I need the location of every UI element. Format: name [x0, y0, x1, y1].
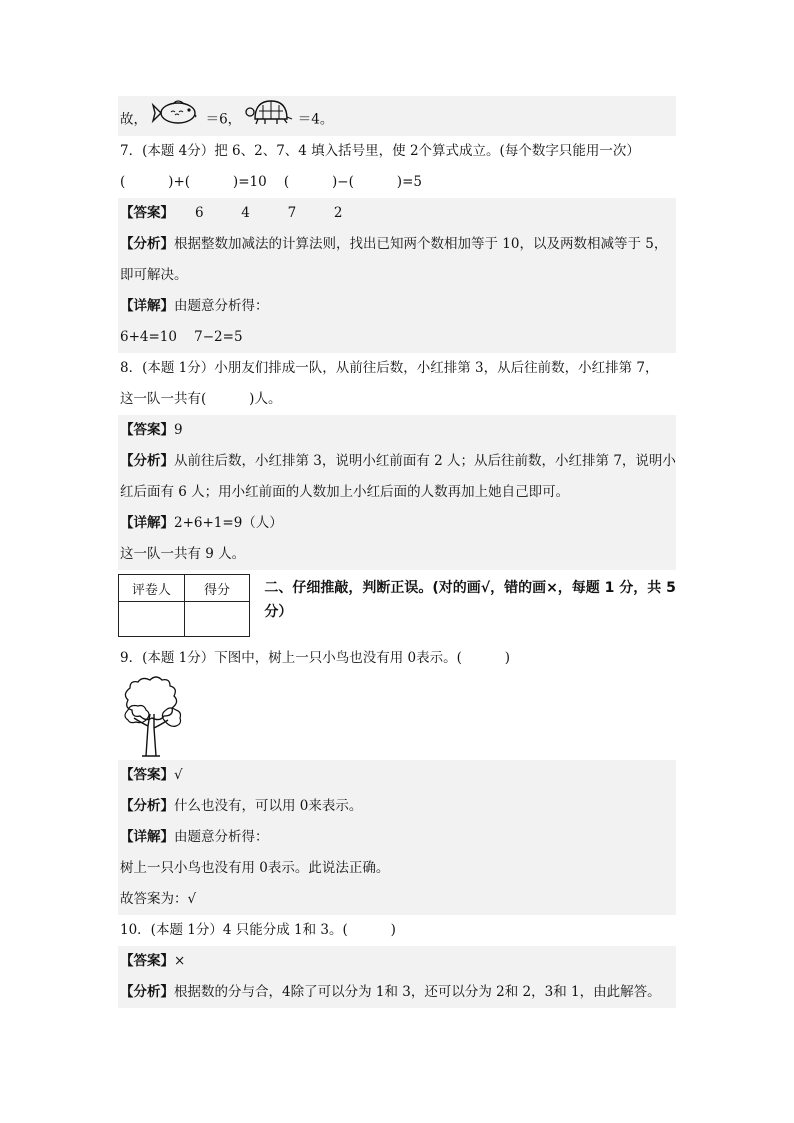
q7-analysis — [118, 229, 676, 291]
document-page — [118, 96, 676, 1008]
answer-value: 2 — [333, 205, 343, 221]
q8-detail-line: 这一队一共有 9 人。 — [120, 546, 246, 562]
q9-detail-line: 树上一只小鸟也没有用 0表示。此说法正确。 — [120, 860, 390, 876]
q9-solution — [118, 760, 676, 915]
grader-header: 评卷人 — [119, 575, 185, 602]
q7-question: 7．(本题 4分）把 6、2、7、4 填入括号里，使 2个算式成立。(每个数字只能用一次） — [120, 143, 640, 159]
answer-text: × — [174, 953, 186, 969]
q9-question: 9．(本题 1分）下图中，树上一只小鸟也没有用 0表示。( ) — [120, 650, 511, 666]
section-title: 二、仔细推敲，判断正误。(对的画√，错的画×，每题 1 分，共 5 分） — [264, 580, 676, 620]
q10-solution — [118, 946, 676, 1008]
q8-answer — [118, 415, 676, 446]
fish-value: ＝6， — [205, 111, 242, 128]
answer-value: 4 — [241, 205, 250, 221]
detail-label: 【详解】 — [120, 829, 174, 845]
q9-detail — [118, 822, 676, 853]
analysis-text: 什么也没有，可以用 0来表示。 — [174, 798, 363, 814]
analysis-text: 根据整数加减法的计算法则，找出已知两个数相加等于 10，以及两数相减等于 5，即可解决。 — [120, 236, 668, 283]
tree-icon — [120, 674, 184, 758]
q8-solution — [118, 415, 676, 570]
score-header: 得分 — [184, 575, 250, 602]
answer-value: 7 — [287, 205, 297, 221]
q8-detail — [118, 508, 676, 539]
q7-answer — [118, 198, 676, 229]
answer-text: 9 — [174, 422, 183, 438]
q10-answer — [118, 946, 676, 977]
q7-detail — [118, 291, 676, 322]
tree-figure — [118, 674, 676, 760]
carryover-prefix: 故， — [120, 111, 147, 128]
q7-equations: ( )+( )=10 ( )−( )=5 — [120, 174, 422, 190]
detail-text: 2+6+1=9（人） — [174, 515, 283, 531]
q7-solution — [118, 198, 676, 353]
analysis-text: 从前往后数，小红排第 3，说明小红前面有 2 人；从后往前数，小红排第 7，说明小红后面有 6 人；用小红前面的人数加上小红后面的人数再加上她自己即可。 — [120, 453, 676, 500]
section-2-header — [118, 574, 676, 637]
analysis-label: 【分析】 — [120, 453, 174, 469]
q9-answer — [118, 760, 676, 791]
q8-question-2: 这一队一共有( )人。 — [120, 391, 282, 407]
turtle-value: ＝4。 — [297, 111, 334, 128]
q10-question: 10．(本题 1分）4 只能分成 1和 3。( ) — [120, 922, 396, 938]
q8-analysis — [118, 446, 676, 508]
detail-text: 由题意分析得： — [174, 298, 269, 314]
answer-label: 【答案】 — [120, 767, 174, 783]
answer-value: 6 — [195, 205, 204, 221]
carryover-line — [118, 96, 676, 136]
score-table — [118, 574, 250, 637]
grader-cell — [119, 602, 185, 637]
detail-label: 【详解】 — [120, 515, 174, 531]
answer-label: 【答案】 — [120, 953, 174, 969]
q7-detail-line: 6+4=10 7−2=5 — [120, 329, 243, 345]
analysis-text: 根据数的分与合，4除了可以分为 1和 3，还可以分为 2和 2，3和 1，由此解答。 — [174, 984, 661, 1000]
q7-answer-values — [178, 205, 359, 221]
q10-analysis — [118, 977, 676, 1008]
detail-label: 【详解】 — [120, 298, 174, 314]
analysis-label: 【分析】 — [120, 984, 174, 1000]
detail-text: 由题意分析得： — [174, 829, 269, 845]
answer-text: √ — [174, 767, 183, 783]
q9-conclusion: 故答案为：√ — [120, 891, 197, 907]
q9-analysis — [118, 791, 676, 822]
score-cell — [184, 602, 250, 637]
analysis-label: 【分析】 — [120, 798, 174, 814]
answer-label: 【答案】 — [120, 205, 174, 221]
q8-question-1: 8．(本题 1分）小朋友们排成一队，从前往后数，小红排第 3，从后往前数，小红排第 7， — [120, 360, 659, 376]
answer-label: 【答案】 — [120, 422, 174, 438]
analysis-label: 【分析】 — [120, 236, 174, 252]
